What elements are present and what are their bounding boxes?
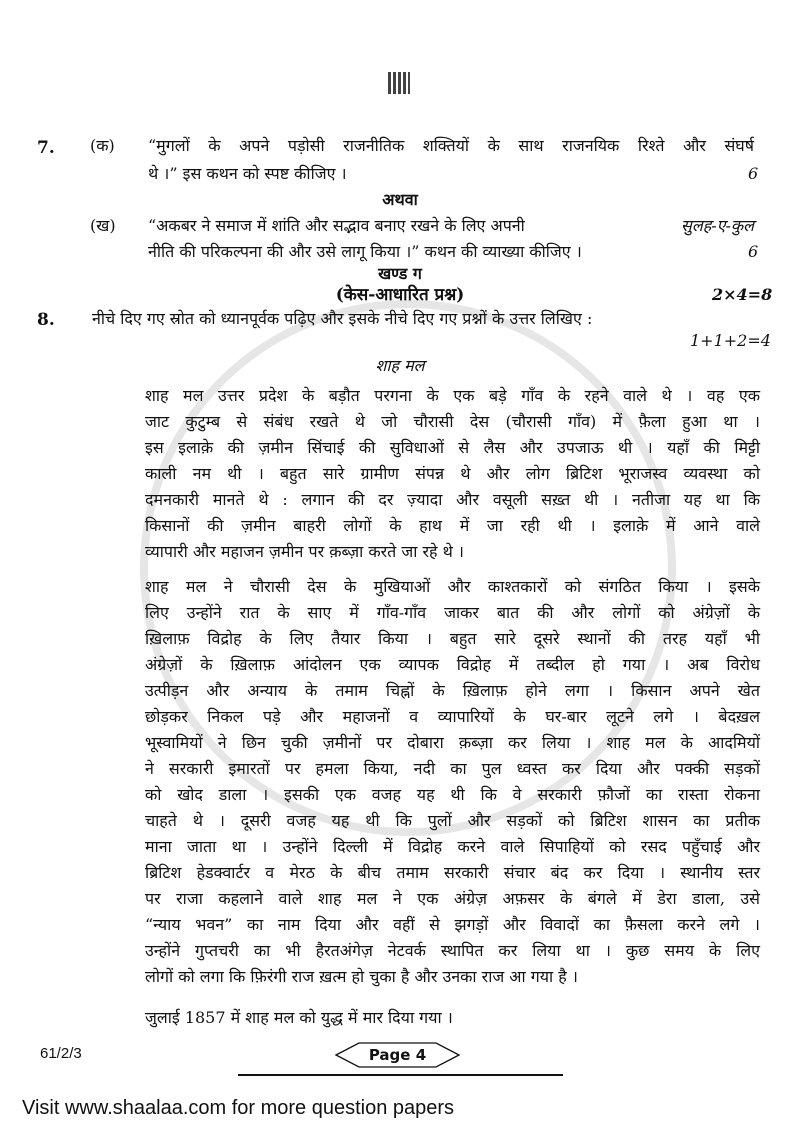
paragraph-line: इस इलाक़े की ज़मीन सिंचाई की सुविधाओं से लैस और उपजाऊ थी । यहाँ की मिट्टी [145, 438, 760, 457]
q7b-text-line1 [148, 216, 754, 236]
q7a-text-line1: “मुगलों के अपने पड़ोसी राजनीतिक शक्तियों के साथ राजनयिक रिश्ते और संघर्ष [148, 136, 754, 155]
q7b-marks: 6 [748, 242, 759, 261]
or-label: अथवा [382, 190, 418, 209]
paragraph-line: ब्रिटिश हेडक्वार्टर व मेरठ के बीच तमाम सरकारी संचार बंद कर दिया । स्थानीय स्तर [145, 863, 760, 882]
q8-instruction: नीचे दिए गए स्रोत को ध्यानपूर्वक पढ़िए और इसके नीचे दिए गए प्रश्नों के उत्तर लिखिए : [92, 309, 593, 328]
q7a-marks: 6 [748, 164, 759, 183]
q7b-text: “अकबर ने समाज में शांति और सद्भाव बनाए रखने के लिए अपनी [148, 216, 525, 235]
qr-code-icon [388, 72, 410, 94]
q8-marks: 1+1+2=4 [690, 331, 771, 350]
paragraph-line: उत्पीड़न और अन्याय के तमाम चिह्नों के ख़िलाफ़ होने लगा । किसान अपने खेत [145, 681, 760, 700]
q7a-label: (क) [90, 136, 115, 155]
paragraph-line: छोड़कर निकल पड़े और महाजनों व व्यापारियों के घर-बार लूटने लगे । बेदख़ल [145, 707, 760, 726]
paragraph-line: लिए उन्होंने रात के साए में गाँव-गाँव जाकर बात की और लोगों को अंग्रेज़ों के [145, 603, 760, 622]
page-number-badge [335, 1042, 460, 1068]
paragraph-line: अंग्रेज़ों के ख़िलाफ़ आंदोलन एक व्यापक विद्रोह में तब्दील हो गया । अब विरोध [145, 655, 760, 674]
section-subtitle: (केस-आधारित प्रश्न) [335, 285, 465, 305]
paragraph-line: ख़िलाफ़ विद्रोह के लिए तैयार किया । बहुत सारे दूसरे स्थानों की तरह यहाँ भी [145, 629, 760, 648]
paragraph-line: “न्याय भवन” का नाम दिया और वहीं से झगड़ों और विवादों का फ़ैसला करने लगे । [145, 915, 760, 934]
q7b-text-line2: नीति की परिकल्पना की और उसे लागू किया ।” कथन की व्याख्या कीजिए । [148, 242, 582, 261]
paragraph-line: व्यापारी और महाजन ज़मीन पर क़ब्ज़ा करते जा रहे थे । [145, 542, 464, 561]
question-7-number: 7. [37, 138, 55, 158]
section-marks: 2×4=8 [712, 285, 773, 304]
paragraph-line: दमनकारी मानते थे : लगान की दर ज़्यादा और वसूली सख़्त थी । नतीजा यह था कि [145, 490, 760, 509]
paragraph-line: लोगों को लगा कि फ़िरंगी राज ख़त्म हो चुका है और उनका राज आ गया है । [145, 967, 578, 986]
q7b-italic-term: सुलह-ए-कुल [681, 216, 754, 235]
site-notice-link[interactable]: Visit www.shaalaa.com for more question papers [22, 1097, 455, 1119]
source-paragraph-3: जुलाई 1857 में शाह मल को युद्ध में मार दिया गया । [145, 1008, 453, 1027]
paragraph-line: किसानों की ज़मीन बाहरी लोगों के हाथ में जा रही थी । इलाक़े में आने वाले [145, 516, 760, 535]
paragraph-line: जाट कुटुम्ब से संबंध रखते थे जो चौरासी देस (चौरासी गाँव) में फ़ैला हुआ था । [145, 412, 760, 431]
q7a-text-line2: थे ।” इस कथन को स्पष्ट कीजिए । [148, 164, 347, 183]
question-8-number: 8. [37, 310, 55, 330]
paragraph-line: शाह मल ने चौरासी देस के मुखियाओं और काश्तकारों को संगठित किया । इसके [145, 577, 760, 596]
source-heading: शाह मल [375, 356, 425, 375]
paragraph-line: पर राजा कहलाने वाले शाह मल ने एक अंग्रेज़ अफ़सर के बंगले में डेरा डाला, उसे [145, 889, 760, 908]
paragraph-line: माना जाता था । उन्होंने दिल्ली में विद्रोह करने वाले सिपाहियों को रसद पहुँचाई और [145, 837, 760, 856]
q7b-label: (ख) [90, 216, 116, 235]
section-title: खण्ड ग [378, 264, 422, 283]
paragraph-line: शाह मल उत्तर प्रदेश के बड़ौत परगना के एक बड़े गाँव के रहने वाले थे । वह एक [145, 386, 760, 405]
paragraph-line: उन्होंने गुप्तचरी का भी हैरतअंगेज़ नेटवर्क स्थापित कर लिया था । कुछ समय के लिए [145, 941, 760, 960]
footer-rule [238, 1074, 563, 1076]
paragraph-line: ने सरकारी इमारतों पर हमला किया, नदी का पुल ध्वस्त कर दिया और पक्की सड़कों [145, 759, 760, 778]
paragraph-line: भूस्वामियों ने छिन चुकी ज़मीनों पर दोबारा क़ब्ज़ा कर लिया । शाह मल के आदमियों [145, 733, 760, 752]
paragraph-line: को खोद डाला । इसकी एक वजह यह थी कि वे सरकारी फ़ौजों का रास्ता रोकना [145, 785, 760, 804]
page-number: Page 4 [368, 1046, 427, 1064]
paragraph-line: चाहते थे । दूसरी वजह यह थी कि पुलों और सड़कों को ब्रिटिश शासन का प्रतीक [145, 811, 760, 830]
paragraph-line: काली नम थी । बहुत सारे ग्रामीण संपन्न थे और लोग ब्रिटिश भूराजस्व व्यवस्था को [145, 464, 760, 483]
paper-code: 61/2/3 [40, 1045, 82, 1062]
